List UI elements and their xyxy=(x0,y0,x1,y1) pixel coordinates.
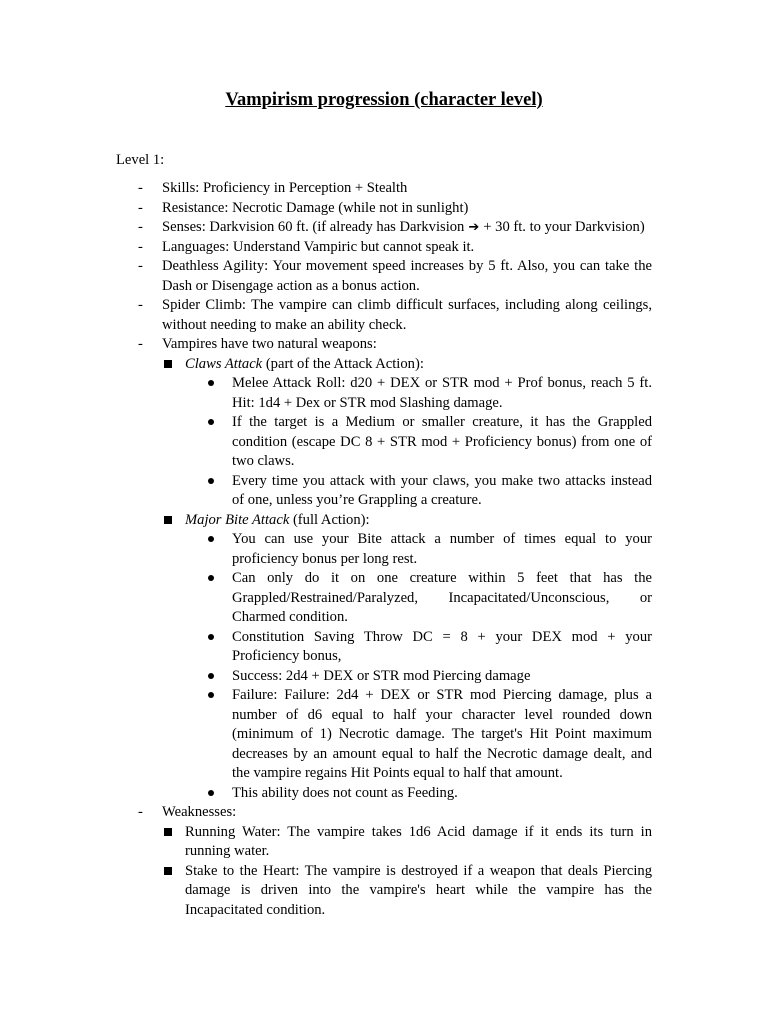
claws-details xyxy=(185,374,652,511)
list-item-senses xyxy=(116,218,652,238)
item-text: Resistance: Necrotic Damage (while not in sunlight) xyxy=(162,199,469,216)
item-text: Senses: Darkvision 60 ft. (if already has Darkvision xyxy=(162,219,465,235)
dash-marker: - xyxy=(138,297,143,313)
weapon-note: (part of the Attack Action): xyxy=(262,355,424,372)
list-item-deathless-agility xyxy=(116,257,652,296)
item-text: If the target is a Medium or smaller creature, it has the Grappled condition (escape DC 8 + STR mod + Proficiency bonus) from one of two claws. xyxy=(232,414,652,469)
page-title: Vampirism progression (character level) xyxy=(225,90,543,110)
square-bullet-icon xyxy=(164,516,172,524)
item-text: Melee Attack Roll: d20 + DEX or STR mod + Prof bonus, reach 5 ft. Hit: 1d4 + Dex or STR mod Slashing damage. xyxy=(232,375,652,411)
weakness-running-water xyxy=(162,823,652,862)
dash-marker: - xyxy=(138,258,143,274)
round-bullet-icon xyxy=(208,536,214,542)
list-item-languages xyxy=(116,238,652,258)
round-bullet-icon xyxy=(208,692,214,698)
list-item xyxy=(185,667,652,687)
bite-details xyxy=(185,530,652,803)
round-bullet-icon xyxy=(208,575,214,581)
round-bullet-icon xyxy=(208,380,214,386)
item-text: This ability does not count as Feeding. xyxy=(232,784,458,801)
list-item-weaknesses xyxy=(116,803,652,920)
round-bullet-icon xyxy=(208,790,214,796)
dash-marker: - xyxy=(138,199,143,216)
item-text: Spider Climb: The vampire can climb difficult surfaces, including along ceilings, without needing to make an ability check. xyxy=(162,297,652,333)
level-heading: Level 1: xyxy=(116,152,165,168)
list-item-skills xyxy=(116,179,652,199)
item-text: Vampires have two natural weapons: xyxy=(162,336,377,352)
item-text: Can only do it on one creature within 5 feet that has the Grappled/Restrained/Paralyzed, Incapacitated/Unconscious, or Charmed condition. xyxy=(232,570,652,625)
square-bullet-icon xyxy=(164,360,172,368)
round-bullet-icon xyxy=(208,478,214,484)
list-item xyxy=(185,413,652,472)
item-text: + 30 ft. to your Darkvision) xyxy=(483,219,645,235)
list-item xyxy=(185,628,652,667)
weaknesses-list xyxy=(162,823,652,921)
weapon-name: Claws Attack xyxy=(185,355,263,372)
item-text: Success: 2d4 + DEX or STR mod Piercing damage xyxy=(232,667,531,684)
weapon-note: (full Action): xyxy=(289,511,370,528)
item-text: Weaknesses: xyxy=(162,804,237,820)
item-text: Deathless Agility: Your movement speed increases by 5 ft. Also, you can take the Dash or Disengage action as a bonus action. xyxy=(162,258,652,294)
dash-marker: - xyxy=(138,336,143,352)
item-text: Skills: Proficiency in Perception + Stealth xyxy=(162,180,408,196)
weapon-name: Major Bite Attack xyxy=(185,511,290,528)
list-item-spider-climb xyxy=(116,296,652,335)
dash-marker: - xyxy=(138,804,143,820)
square-bullet-icon xyxy=(164,828,172,836)
round-bullet-icon xyxy=(208,419,214,425)
feature-list xyxy=(116,179,652,920)
list-item-natural-weapons xyxy=(116,335,652,803)
list-item xyxy=(185,374,652,413)
arrow-right-icon: ➔ xyxy=(468,220,480,235)
round-bullet-icon xyxy=(208,634,214,640)
weapons-list xyxy=(162,355,652,804)
round-bullet-icon xyxy=(208,673,214,679)
item-text: Stake to the Heart: The vampire is destroyed if a weapon that deals Piercing damage is driven into the vampire's heart while the vampire has the Incapacitated condition. xyxy=(185,862,652,918)
item-text: Constitution Saving Throw DC = 8 + your DEX mod + your Proficiency bonus, xyxy=(232,628,652,664)
list-item xyxy=(185,569,652,628)
dash-marker: - xyxy=(138,219,143,235)
list-item-resistance xyxy=(116,199,652,219)
list-item xyxy=(185,784,652,804)
dash-marker: - xyxy=(138,180,143,196)
level-content xyxy=(116,179,652,920)
dash-marker: - xyxy=(138,238,143,255)
list-item xyxy=(185,686,652,784)
item-text: You can use your Bite attack a number of times equal to your proficiency bonus per long rest. xyxy=(232,531,652,567)
item-text: Failure: Failure: 2d4 + DEX or STR mod Piercing damage, plus a number of d6 equal to half your character level rounded down (minimum of 1) Necrotic damage. The target's Hit Point maximum decreases by an amount equal to half the Necrotic damage dealt, and the vampire regains Hit Points equal to half that amount. xyxy=(232,687,652,781)
weapon-claws xyxy=(162,355,652,511)
weapon-bite xyxy=(162,511,652,804)
item-text: Running Water: The vampire takes 1d6 Acid damage if it ends its turn in running water. xyxy=(185,823,652,859)
item-text: Every time you attack with your claws, you make two attacks instead of one, unless you’re Grappling a creature. xyxy=(232,472,652,508)
list-item xyxy=(185,530,652,569)
item-text: Languages: Understand Vampiric but cannot speak it. xyxy=(162,238,475,255)
weakness-stake xyxy=(162,862,652,921)
square-bullet-icon xyxy=(164,867,172,875)
list-item xyxy=(185,472,652,511)
